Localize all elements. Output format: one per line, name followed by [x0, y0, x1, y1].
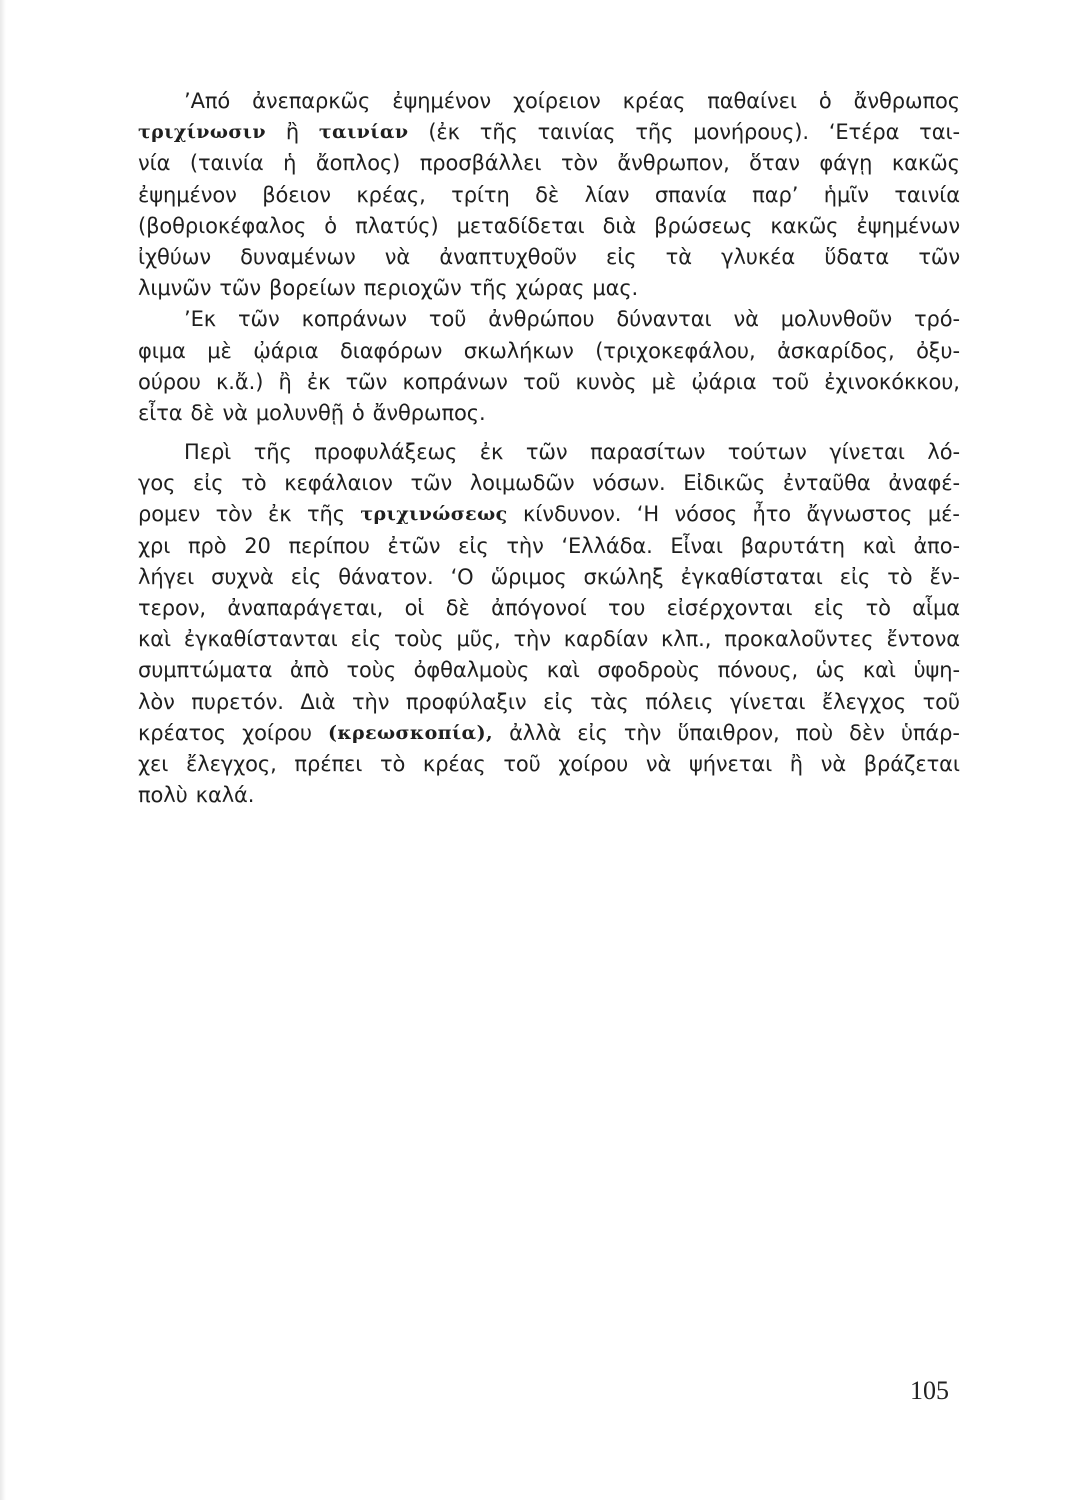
word: τὰ: [665, 244, 692, 269]
text-line: [138, 562, 960, 593]
word: συχνὰ: [211, 564, 274, 589]
word: βαρυτάτη: [740, 533, 845, 558]
word: (τριχοκεφάλου,: [595, 338, 756, 363]
word: ’Εκ: [184, 307, 217, 332]
text-line: [138, 86, 960, 117]
word: πυρετόν.: [191, 689, 284, 714]
word: ἐγκαθίσταται: [680, 564, 823, 589]
word: (ταινία: [189, 151, 264, 176]
word: τῶν: [525, 440, 568, 465]
word: τὸ: [241, 471, 267, 496]
word: Εἶναι: [670, 533, 723, 558]
word: εἰς: [577, 720, 608, 745]
word: νὰ: [645, 751, 672, 776]
word: τῶν: [345, 369, 388, 394]
bold-term: (κρεωσκοπία),: [328, 721, 493, 744]
word: εἰς: [605, 244, 637, 269]
word: κοπράνων: [301, 307, 407, 332]
word: ὑπάρ-: [900, 720, 960, 745]
word: τὸ: [887, 564, 913, 589]
word: εἰσέρχονται: [666, 596, 793, 620]
word: γος: [138, 471, 176, 496]
word: τρίτη: [451, 182, 510, 207]
word: γίνεται: [829, 440, 905, 465]
text-line: [138, 437, 960, 468]
word: βόειον: [262, 182, 331, 207]
word: καὶ: [546, 658, 580, 683]
word: βράζεται: [863, 751, 960, 776]
word: ‘Ελλάδα.: [561, 533, 653, 558]
word: τὰς: [590, 689, 629, 714]
word: τοὺς: [393, 627, 444, 652]
word: τὴν: [513, 627, 551, 652]
text-line: [138, 398, 960, 429]
word: κ.ἄ.): [216, 369, 264, 394]
word: ἐνταῦθα: [782, 471, 871, 496]
word: τερον,: [138, 596, 206, 620]
word: περιοχῶν: [363, 276, 462, 301]
page-binding-shadow: [0, 0, 6, 1500]
word: παθαίνει: [707, 89, 797, 113]
word: εἰς: [543, 689, 574, 714]
word: τῆς: [253, 440, 292, 465]
word: ἀναπαράγεται,: [227, 596, 384, 620]
word: ᾠάρια: [691, 369, 757, 394]
word: αἷμα: [912, 596, 960, 620]
word: τῆς: [306, 502, 345, 527]
word: κρέας: [622, 89, 686, 113]
word: περίπου: [288, 533, 370, 558]
word: δὲ: [445, 596, 470, 620]
word: σκώληξ: [583, 564, 664, 589]
page-number: 105: [910, 1376, 949, 1405]
word: εἶτα: [138, 400, 183, 425]
word: ἄνθρωπος.: [372, 400, 486, 425]
word: ὕπαιθρον,: [677, 720, 780, 745]
word: Περὶ: [184, 440, 232, 465]
word: χώρας: [515, 276, 585, 301]
word: τοῦ: [428, 307, 467, 332]
word: μολυνθοῦν: [780, 307, 892, 332]
word: φιμα: [138, 338, 186, 363]
text-line: [138, 624, 960, 655]
word: μολυνθῇ: [255, 400, 344, 425]
word: ἔν-: [929, 564, 960, 589]
word: (ἐκ: [428, 120, 460, 145]
word: προσβάλλει: [419, 151, 542, 176]
word: χοίρειον: [512, 89, 601, 113]
word: ἀναπτυχθοῦν: [439, 244, 577, 269]
word: δυναμένων: [240, 244, 356, 269]
word: χοίρου: [242, 720, 312, 745]
text-line: [138, 780, 960, 811]
word: καλά.: [195, 783, 255, 808]
word: τῆς: [635, 120, 674, 145]
word: ποὺ: [795, 720, 834, 745]
word: ἔλεγχος,: [185, 751, 277, 776]
word: καρδίαν: [563, 627, 649, 652]
word: λίαν: [584, 182, 630, 207]
word: (βοθριοκέφαλος: [138, 213, 307, 238]
word: ἐψημένων: [856, 213, 960, 238]
word: λοιμωδῶν: [469, 471, 575, 496]
word: ἀναφέ-: [888, 471, 960, 496]
word: ὀφθαλμοὺς: [413, 658, 530, 683]
text-line: [138, 593, 960, 624]
word: ταινία: [894, 182, 960, 207]
word: ἔλεγχος: [821, 689, 907, 714]
word: δύνανται: [616, 307, 712, 332]
word: ἄνθρωπος: [853, 89, 960, 113]
bold-term: ταινίαν: [318, 121, 409, 144]
word: ὡς: [815, 658, 846, 683]
word: ἡμῖν: [823, 182, 869, 207]
word: τοὺς: [346, 658, 397, 683]
word: μεταδίδεται: [456, 213, 585, 238]
word: προκαλοῦντες: [724, 627, 874, 652]
word: ὁ: [351, 400, 365, 425]
word: ὁ: [818, 89, 832, 113]
word: ούρου: [138, 369, 201, 394]
word: μὲ: [207, 338, 232, 363]
word: ἐψημένον: [138, 182, 237, 207]
word: καὶ: [862, 658, 896, 683]
word: κίνδυνον.: [523, 502, 622, 527]
word: τὴν: [351, 689, 390, 714]
text-line: [138, 749, 960, 780]
word: χρι: [138, 533, 171, 558]
word: τοῦ: [922, 689, 960, 714]
word: μας.: [592, 276, 639, 301]
word: σφοδροὺς: [597, 658, 701, 683]
word: ἰχθύων: [138, 244, 211, 269]
word: τοῦ: [771, 369, 810, 394]
word: ἀπο-: [913, 533, 960, 558]
word: κρέας: [422, 751, 486, 776]
word: εἰς: [290, 564, 322, 589]
word: καὶ: [138, 627, 172, 652]
word: τῶν: [219, 276, 262, 301]
word: ‘Η: [636, 502, 660, 527]
word: 20: [244, 533, 271, 558]
word: νόσων.: [592, 471, 666, 496]
word: ταινίας: [537, 120, 616, 145]
word: τὸν: [560, 151, 598, 176]
word: κακῶς: [770, 213, 839, 238]
word: ὥριμος: [490, 564, 567, 589]
word: τῶν: [238, 307, 280, 332]
word: ἀνθρώπου: [488, 307, 595, 332]
word: ὁ: [324, 213, 338, 238]
text-line: [138, 499, 960, 530]
text-line: [138, 468, 960, 499]
word: βρώσεως: [654, 213, 753, 238]
word: ἢ: [789, 751, 803, 776]
word: εἰς: [193, 471, 224, 496]
word: ἄνθρωπον,: [617, 151, 730, 176]
word: καὶ: [862, 533, 896, 558]
word: κοπράνων: [402, 369, 508, 394]
word: νόσος: [674, 502, 738, 527]
word: ὑψη-: [913, 658, 960, 683]
word: ‘Ο: [450, 564, 474, 589]
word: σπανία: [654, 182, 727, 207]
word: ἢ: [278, 369, 292, 394]
word: πολὺ: [138, 783, 188, 808]
word: νὰ: [820, 751, 847, 776]
text-line: [138, 531, 960, 562]
word: ρομεν: [138, 502, 201, 527]
word: Εἰδικῶς: [683, 471, 766, 496]
word: λήγει: [138, 564, 195, 589]
word: κεφάλαιον: [284, 471, 393, 496]
word: ἀνεπαρκῶς: [252, 89, 371, 113]
word: λιμνῶν: [138, 276, 212, 301]
word: του: [607, 596, 646, 620]
word: χοίρου: [558, 751, 629, 776]
word: ἐκ: [267, 502, 292, 527]
word: πόνους,: [717, 658, 799, 683]
word: τοῦ: [522, 369, 561, 394]
text-line: [138, 367, 960, 398]
text-line: [138, 273, 960, 304]
word: βορείων: [269, 276, 356, 301]
word: τούτων: [727, 440, 807, 465]
word: ἐγκαθίστανται: [183, 627, 338, 652]
word: διὰ: [602, 213, 637, 238]
bold-term: τριχινώσεως: [360, 503, 508, 526]
word: ’Από: [184, 89, 231, 113]
word: ἄοπλος): [315, 151, 401, 176]
text-line: [138, 148, 960, 179]
body-text: [138, 86, 960, 811]
word: γλυκέα: [721, 244, 796, 269]
word: πόλεις: [645, 689, 714, 714]
word: διαφόρων: [339, 338, 443, 363]
word: κρέας,: [356, 182, 426, 207]
word: ἐψημένον: [392, 89, 491, 113]
word: τὸν: [215, 502, 253, 527]
word: ἀπὸ: [289, 658, 329, 683]
word: ἦτο: [752, 502, 792, 527]
word: πρέπει: [294, 751, 363, 776]
word: κυνὸς: [575, 369, 637, 394]
word: λὸν: [138, 689, 175, 714]
word: μέ-: [927, 502, 960, 527]
word: ἔντονα: [886, 627, 960, 652]
text-line: [138, 304, 960, 335]
word: ἀπόγονοί: [491, 596, 587, 620]
text-line: [138, 180, 960, 211]
word: τῶν: [410, 471, 453, 496]
text-line: [138, 336, 960, 367]
text-line: [138, 687, 960, 718]
word: συμπτώματα: [138, 658, 273, 683]
word: σκωλήκων: [463, 338, 574, 363]
word: πλατύς): [355, 213, 439, 238]
word: παρασίτων: [590, 440, 706, 465]
word: λό-: [927, 440, 960, 465]
word: Διὰ: [300, 689, 336, 714]
word: ‘Ετέρα: [828, 120, 900, 145]
word: ἐκ: [479, 440, 504, 465]
word: ψήνεται: [688, 751, 773, 776]
text-line: [138, 117, 960, 148]
word: νὰ: [733, 307, 759, 332]
word: νὰ: [384, 244, 411, 269]
word: τὸ: [379, 751, 406, 776]
word: προφυλάξεως: [314, 440, 458, 465]
word: κλπ.,: [661, 627, 712, 652]
word: γίνεται: [729, 689, 806, 714]
word: ᾠάρια: [253, 338, 319, 363]
word: νὰ: [222, 400, 248, 425]
word: τῆς: [469, 276, 508, 301]
word: πρὸ: [187, 533, 227, 558]
text-line: [138, 718, 960, 749]
word: οἱ: [404, 596, 425, 620]
word: εἰς: [813, 596, 845, 620]
word: ἄγνωστος: [806, 502, 913, 527]
word: μονήρους).: [693, 120, 809, 145]
word: τὴν: [623, 720, 662, 745]
word: θάνατον.: [338, 564, 434, 589]
text-line: [138, 655, 960, 686]
word: τοῦ: [503, 751, 541, 776]
word: ται-: [919, 120, 960, 145]
word: δὲν: [849, 720, 885, 745]
word: δὲ: [535, 182, 560, 207]
word: εἰς: [350, 627, 382, 652]
text-line: [138, 211, 960, 242]
word: τῆς: [479, 120, 518, 145]
word: ἡ: [283, 151, 297, 176]
word: ἐκ: [306, 369, 331, 394]
word: νία: [138, 151, 171, 176]
word: μὲ: [651, 369, 677, 394]
word: μῦς,: [456, 627, 501, 652]
word: τρό-: [913, 307, 960, 332]
word: ἢ: [285, 120, 300, 145]
word: ἀλλὰ: [509, 720, 562, 745]
bold-term: τριχίνωσιν: [138, 121, 266, 144]
word: ὅταν: [749, 151, 800, 176]
word: ὀξυ-: [916, 338, 960, 363]
word: φάγῃ: [819, 151, 873, 176]
word: τὸ: [865, 596, 891, 620]
word: παρ’: [752, 182, 799, 207]
word: τῶν: [918, 244, 960, 269]
word: ἀσκαρίδος,: [777, 338, 895, 363]
word: προφύλαξιν: [405, 689, 527, 714]
word: κρέατος: [138, 720, 227, 745]
text-line: [138, 242, 960, 273]
word: δὲ: [190, 400, 215, 425]
word: ἐχινοκόκκου,: [824, 369, 960, 394]
word: εἰς: [839, 564, 871, 589]
word: τὴν: [506, 533, 544, 558]
word: ὕδατα: [824, 244, 890, 269]
word: εἰς: [458, 533, 489, 558]
word: χει: [138, 751, 169, 776]
word: ἐτῶν: [387, 533, 441, 558]
word: κακῶς: [891, 151, 960, 176]
